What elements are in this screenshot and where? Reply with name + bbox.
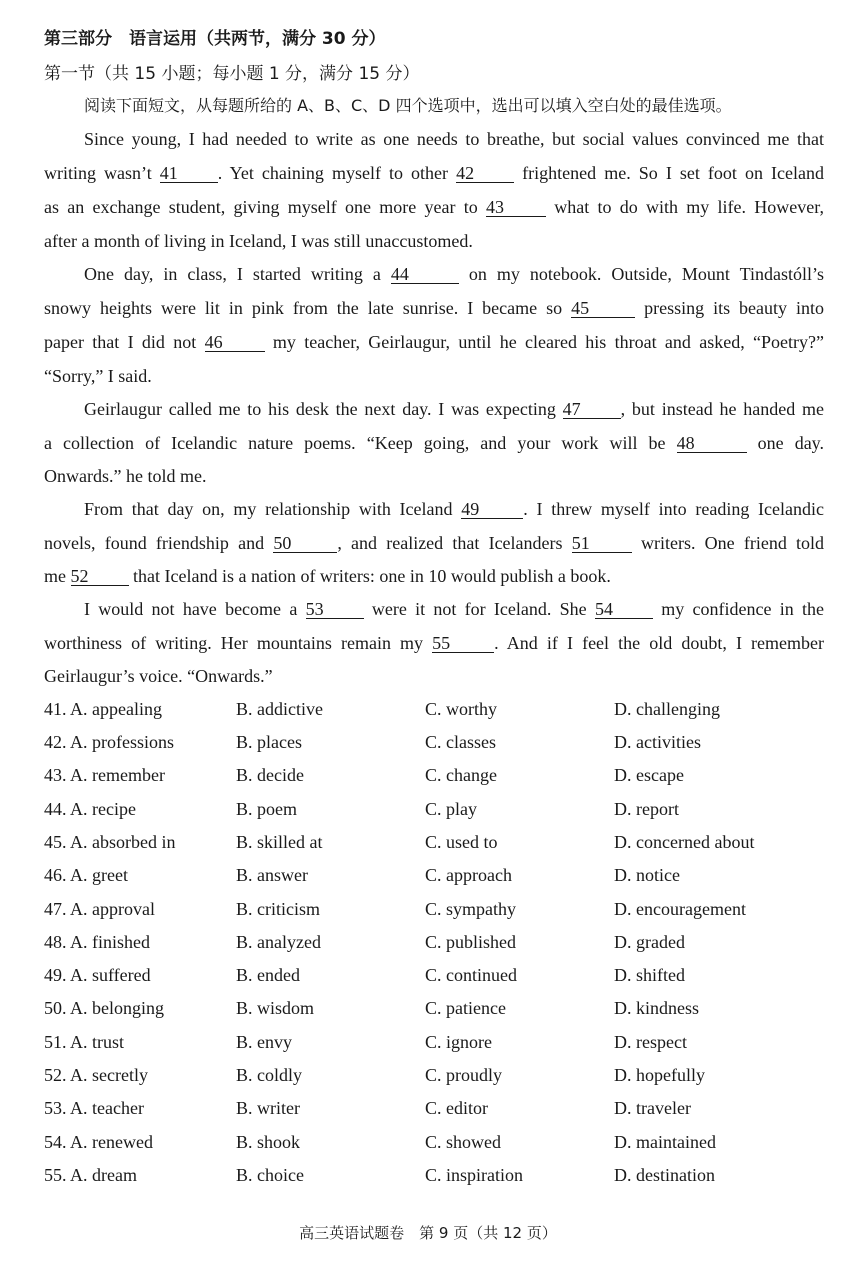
option-c: C. change (425, 765, 497, 785)
passage-line: I would not have become a 53 were it not for Iceland. She 54 my confidence in the (84, 599, 825, 619)
passage-line: Onwards.” he told me. (44, 466, 207, 486)
passage-line: One day, in class, I started writing a 44 on my notebook. Outside, Mount Tindastóll’s (84, 264, 824, 284)
option-b: B. ended (236, 965, 300, 985)
option-d: D. destination (614, 1165, 715, 1185)
blank-45: 45 (571, 299, 635, 318)
blank-50: 50 (273, 534, 337, 553)
option-c: C. continued (425, 965, 517, 985)
passage-line: Since young, I had needed to write as one needs to breathe, but social values convinced me that (84, 129, 824, 149)
passage-line: “Sorry,” I said. (44, 366, 152, 386)
option-b: B. poem (236, 799, 297, 819)
option-d: D. concerned about (614, 832, 755, 852)
option-d: D. report (614, 799, 679, 819)
option-d: D. maintained (614, 1132, 716, 1152)
option-a: 45. A. absorbed in (44, 832, 176, 852)
option-b: B. shook (236, 1132, 301, 1152)
passage-line: novels, found friendship and 50 , and realized that Icelanders 51 writers. One friend told (44, 533, 825, 553)
option-row-51 (0, 1032, 856, 1056)
option-c: C. editor (425, 1098, 488, 1118)
option-a: 44. A. recipe (44, 799, 136, 819)
option-b: B. skilled at (236, 832, 323, 852)
option-row-43 (0, 765, 856, 789)
option-c: C. approach (425, 865, 512, 885)
blank-49: 49 (461, 500, 523, 519)
option-a: 53. A. teacher (44, 1098, 144, 1118)
blank-48: 48 (677, 434, 747, 453)
option-d: D. graded (614, 932, 685, 952)
option-b: B. addictive (236, 699, 323, 719)
option-a: 47. A. approval (44, 899, 155, 919)
blank-42: 42 (456, 164, 514, 183)
option-a: 42. A. professions (44, 732, 174, 752)
option-b: B. writer (236, 1098, 300, 1118)
option-c: C. sympathy (425, 899, 517, 919)
option-d: D. traveler (614, 1098, 691, 1118)
option-c: C. worthy (425, 699, 497, 719)
passage-line: Geirlaugur’s voice. “Onwards.” (44, 666, 273, 686)
option-d: D. shifted (614, 965, 685, 985)
option-c: C. patience (425, 998, 506, 1018)
part-heading: 第三部分 语言运用（共两节，满分 30 分） (44, 29, 386, 49)
option-c: C. proudly (425, 1065, 503, 1085)
page-footer: 高三英语试题卷 第 9 页（共 12 页） (299, 1224, 557, 1242)
option-b: B. decide (236, 765, 304, 785)
blank-44: 44 (391, 265, 459, 284)
passage-line: Geirlaugur called me to his desk the next day. I was expecting 47 , but instead he handed me (84, 399, 825, 419)
option-d: D. notice (614, 865, 680, 885)
option-b: B. places (236, 732, 302, 752)
option-d: D. challenging (614, 699, 720, 719)
passage-line: paper that I did not 46 my teacher, Geirlaugur, until he cleared his throat and asked, “Poetry?” (44, 332, 825, 352)
option-row-45 (0, 832, 856, 856)
option-d: D. encouragement (614, 899, 746, 919)
option-c: C. showed (425, 1132, 501, 1152)
blank-47: 47 (563, 400, 621, 419)
instruction-text: 阅读下面短文，从每题所给的 A、B、C、D 四个选项中，选出可以填入空白处的最佳选项。 (84, 96, 732, 115)
option-row-49 (0, 965, 856, 989)
option-d: D. activities (614, 732, 701, 752)
blank-41: 41 (160, 164, 218, 183)
passage-line: writing wasn’t 41 . Yet chaining myself to other 42 frightened me. So I set foot on Iceland (44, 163, 824, 183)
option-row-53 (0, 1098, 856, 1122)
option-b: B. wisdom (236, 998, 315, 1018)
passage-line: as an exchange student, giving myself one more year to 43 what to do with my life. However, (44, 197, 825, 217)
blank-54: 54 (595, 600, 653, 619)
option-row-44 (0, 799, 856, 823)
option-a: 51. A. trust (44, 1032, 125, 1052)
option-row-41 (0, 699, 856, 723)
passage-line: a collection of Icelandic nature poems. “Keep going, and your work will be 48 one day. (44, 433, 825, 453)
blank-55: 55 (432, 634, 494, 653)
option-a: 41. A. appealing (44, 699, 162, 719)
option-c: C. used to (425, 832, 498, 852)
option-d: D. kindness (614, 998, 699, 1018)
option-a: 49. A. suffered (44, 965, 151, 985)
passage-line: worthiness of writing. Her mountains remain my 55 . And if I feel the old doubt, I remember (44, 633, 824, 653)
passage-line: From that day on, my relationship with Iceland 49 . I threw myself into reading Icelandic (84, 499, 824, 519)
option-row-52 (0, 1065, 856, 1089)
option-a: 46. A. greet (44, 865, 128, 885)
option-c: C. play (425, 799, 477, 819)
blank-43: 43 (486, 198, 546, 217)
blank-53: 53 (306, 600, 364, 619)
option-c: C. inspiration (425, 1165, 523, 1185)
passage-line: after a month of living in Iceland, I was still unaccustomed. (44, 231, 473, 251)
option-row-50 (0, 998, 856, 1022)
option-d: D. respect (614, 1032, 687, 1052)
option-a: 43. A. remember (44, 765, 165, 785)
option-a: 50. A. belonging (44, 998, 164, 1018)
option-b: B. envy (236, 1032, 292, 1052)
option-b: B. coldly (236, 1065, 302, 1085)
option-row-47 (0, 899, 856, 923)
option-b: B. criticism (236, 899, 320, 919)
option-d: D. hopefully (614, 1065, 705, 1085)
option-d: D. escape (614, 765, 684, 785)
option-row-42 (0, 732, 856, 756)
passage-line: me 52 that Iceland is a nation of writers: one in 10 would publish a book. (44, 566, 611, 586)
option-row-46 (0, 865, 856, 889)
option-row-55 (0, 1165, 856, 1189)
option-row-54 (0, 1132, 856, 1156)
option-c: C. classes (425, 732, 496, 752)
option-a: 54. A. renewed (44, 1132, 153, 1152)
option-c: C. ignore (425, 1032, 492, 1052)
option-b: B. choice (236, 1165, 304, 1185)
option-b: B. analyzed (236, 932, 321, 952)
passage-line: snowy heights were lit in pink from the late sunrise. I became so 45 pressing its beauty into (44, 298, 825, 318)
option-b: B. answer (236, 865, 308, 885)
option-row-48 (0, 932, 856, 956)
option-c: C. published (425, 932, 517, 952)
blank-46: 46 (205, 333, 265, 352)
blank-51: 51 (572, 534, 632, 553)
blank-52: 52 (71, 567, 129, 586)
option-a: 52. A. secretly (44, 1065, 148, 1085)
section-heading: 第一节（共 15 小题；每小题 1 分，满分 15 分） (44, 64, 420, 84)
option-a: 48. A. finished (44, 932, 150, 952)
option-a: 55. A. dream (44, 1165, 137, 1185)
